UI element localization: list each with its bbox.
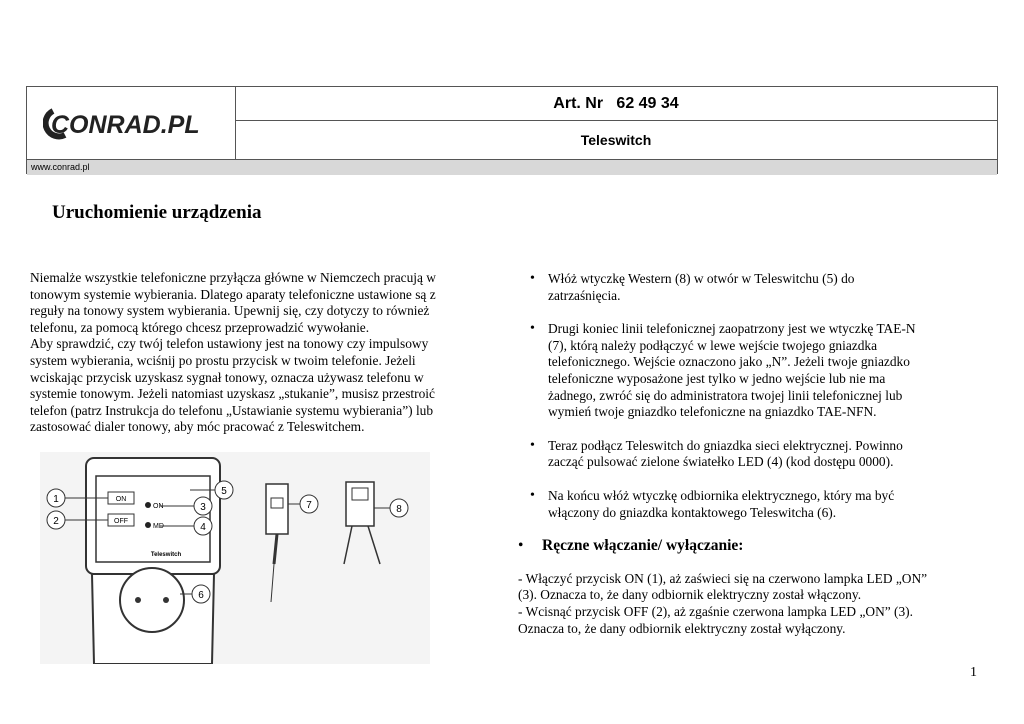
manual-step-line: - Włączyć przycisk ON (1), aż zaświeci się na czerwono lampka LED „ON” xyxy=(518,570,928,586)
callout-1-label: 1 xyxy=(53,494,59,505)
step-line: • Na końcu włóż wtyczkę odbiornika elektrycznego, który ma być xyxy=(548,487,895,503)
intro-line: Aby sprawdzić, czy twój telefon ustawiony jest na tonowy czy impulsowy xyxy=(30,336,429,352)
callout-4-label: 4 xyxy=(200,522,206,533)
tae-plug xyxy=(266,484,288,534)
intro-line: wciskając przycisk uzyskasz sygnał tonowy, oznacza używasz telefonu w xyxy=(30,369,424,385)
manual-step-line: - Wcisnąć przycisk OFF (2), aż zgaśnie czerwona lampka LED „ON” (3). xyxy=(518,603,913,619)
article-number: Art. Nr 62 49 34 xyxy=(235,87,997,121)
intro-text xyxy=(30,270,490,436)
intro-line: systemie tonowym. Jeżeli natomiast uzyskasz „stukanie”, musisz przestroić xyxy=(30,386,435,402)
intro-line: reguły na tonowy system wybierania. Upewnij się, czy dotyczy to również xyxy=(30,303,430,319)
intro-line: tonowym systemie wybierania. Dlatego aparaty telefoniczne ustawione są z xyxy=(30,286,436,302)
led-on-label: ON xyxy=(153,503,164,510)
western-plug xyxy=(346,482,374,526)
intro-line: zastosować dialer tonowy, aby móc pracować z Teleswitchem. xyxy=(30,419,365,435)
manual-step-line: (3). Oznacza to, że dany odbiornik elektryczny został włączony. xyxy=(518,587,862,603)
callout-8-label: 8 xyxy=(396,504,402,515)
device-diagram xyxy=(40,452,430,664)
setup-step xyxy=(518,321,980,421)
header-table xyxy=(26,86,998,174)
step-line: włączony do gniazdka kontaktowego Teleswitcha (6). xyxy=(548,504,837,520)
setup-step xyxy=(518,438,980,471)
led-md-label: MD xyxy=(153,523,164,530)
page-title: Uruchomienie urządzenia xyxy=(52,202,262,223)
socket-pin-left xyxy=(135,597,141,603)
callout-3-label: 3 xyxy=(200,502,206,513)
section-bullet: • xyxy=(518,537,524,555)
intro-line: system wybierania, wciśnij po prostu przycisk w twoim telefonie. Jeżeli xyxy=(30,352,416,368)
device-label: Teleswitch xyxy=(150,552,182,558)
logo-cell xyxy=(27,87,236,159)
section-heading-text: Ręczne włączanie/ wyłączanie: xyxy=(542,537,744,555)
on-button-label: ON xyxy=(115,496,127,503)
step-line: • Drugi koniec linii telefonicznej zaopatrzony jest we wtyczkę TAE-N xyxy=(548,321,916,337)
step-line: zatrzaśnięcia. xyxy=(548,287,621,303)
step-line: telefoniczne wyposażone jest tylko w jedno wejście lub nie ma xyxy=(548,370,886,386)
instructions-column xyxy=(518,271,980,637)
logo-text: CONRAD.PL xyxy=(51,111,200,139)
callout-5-label: 5 xyxy=(221,486,227,497)
step-line: zacząć pulsować zielone światełko LED (4) (kod dostępu 0000). xyxy=(548,454,894,470)
manual-step-line: Oznacza to, że dany odbiornik elektryczny został wyłączony. xyxy=(518,620,846,636)
off-button-label: OFF xyxy=(114,518,128,525)
setup-steps xyxy=(518,271,980,521)
conrad-logo xyxy=(43,105,213,141)
page-number: 1 xyxy=(970,665,977,680)
setup-step xyxy=(518,488,980,521)
step-line: telefonicznego. Wejście oznaczono jako „N”. Jeżeli twoje gniazdko xyxy=(548,354,910,370)
callout-7-label: 7 xyxy=(306,500,312,511)
socket-outlet xyxy=(120,568,184,632)
callout-2-label: 2 xyxy=(53,516,59,527)
intro-line: telefon (patrz Instrukcja do telefonu „Ustawianie systemu wybierania”) lub xyxy=(30,402,434,418)
step-line: żadnego, zwróć się do administratora twojej linii telefonicznej lub xyxy=(548,387,903,403)
callout-6-label: 6 xyxy=(198,590,204,601)
intro-line: Niemalże wszystkie telefoniczne przyłącza główne w Niemczech pracują w xyxy=(30,270,436,285)
step-line: • Teraz podłącz Teleswitch do gniazdka sieci elektrycznej. Powinno xyxy=(548,437,903,453)
section-heading xyxy=(518,538,980,555)
step-line: wymień twoje gniazdko telefoniczne na gniazdko TAE-NFN. xyxy=(548,404,877,420)
led-md xyxy=(145,522,151,528)
setup-step xyxy=(518,271,980,304)
step-line: • Włóż wtyczkę Western (8) w otwór w Teleswitchu (5) do xyxy=(548,271,855,286)
intro-line: telefonu, za pomocą którego chcesz przeprowadzić wywołanie. xyxy=(30,319,370,335)
website-url: www.conrad.pl xyxy=(27,159,997,175)
led-on xyxy=(145,502,151,508)
step-line: (7), którą należy podłączyć w lewe wejście twojego gniazdka xyxy=(548,337,878,353)
manual-steps xyxy=(518,571,980,637)
product-name: Teleswitch xyxy=(580,132,652,148)
socket-pin-right xyxy=(163,597,169,603)
